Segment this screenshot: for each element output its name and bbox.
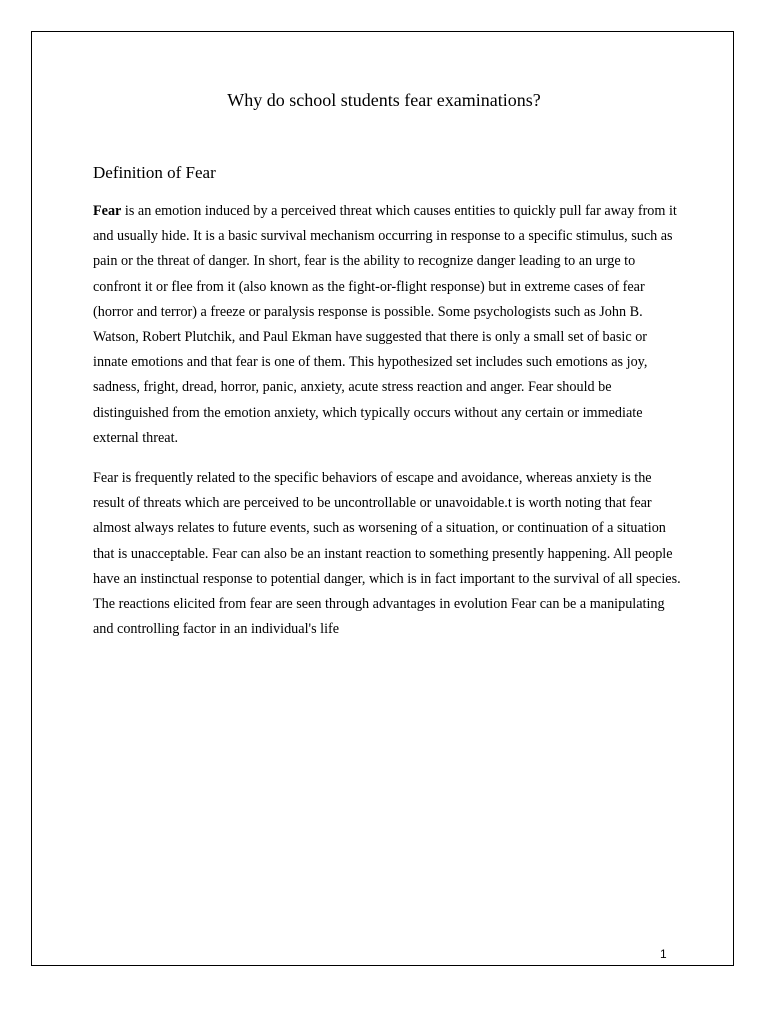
paragraph-definition <box>93 199 683 451</box>
paragraph-lead-word: Fear <box>93 203 122 219</box>
paragraph-behaviors: Fear is frequently related to the specific behaviors of escape and avoidance, whereas anxiety is the result of threats which are perceived to be uncontrollable or unavoidable.t is worth noting that fear almost always relates to future events, such as worsening of a situation, or continuation of a situation that is unacceptable. Fear can also be an instant reaction to something presently happening. All people have an instinctual response to potential danger, which is in fact important to the survival of all species. The reactions elicited from fear are seen through advantages in evolution Fear can be a manipulating and controlling factor in an individual's life <box>93 470 681 638</box>
paragraph-definition-text: is an emotion induced by a perceived threat which causes entities to quickly pull far away from it and usually hide. It is a basic survival mechanism occurring in response to a specific stimulus, such as pain or the threat of danger. In short, fear is the ability to recognize danger leading to an urge to confront it or flee from it (also known as the fight-or-flight response) but in extreme cases of fear (horror and terror) a freeze or paralysis response is possible. Some psychologists such as John B. Watson, Robert Plutchik, and Paul Ekman have suggested that there is only a small set of basic or innate emotions and that fear is one of them. This hypothesized set includes such emotions as joy, sadness, fright, dread, horror, panic, anxiety, acute stress reaction and anger. Fear should be distinguished from the emotion anxiety, which typically occurs without any certain or immediate external threat. <box>93 203 677 446</box>
section-heading: Definition of Fear <box>93 163 216 182</box>
page-number: 1 <box>660 947 667 961</box>
document-title: Why do school students fear examinations? <box>227 90 541 110</box>
